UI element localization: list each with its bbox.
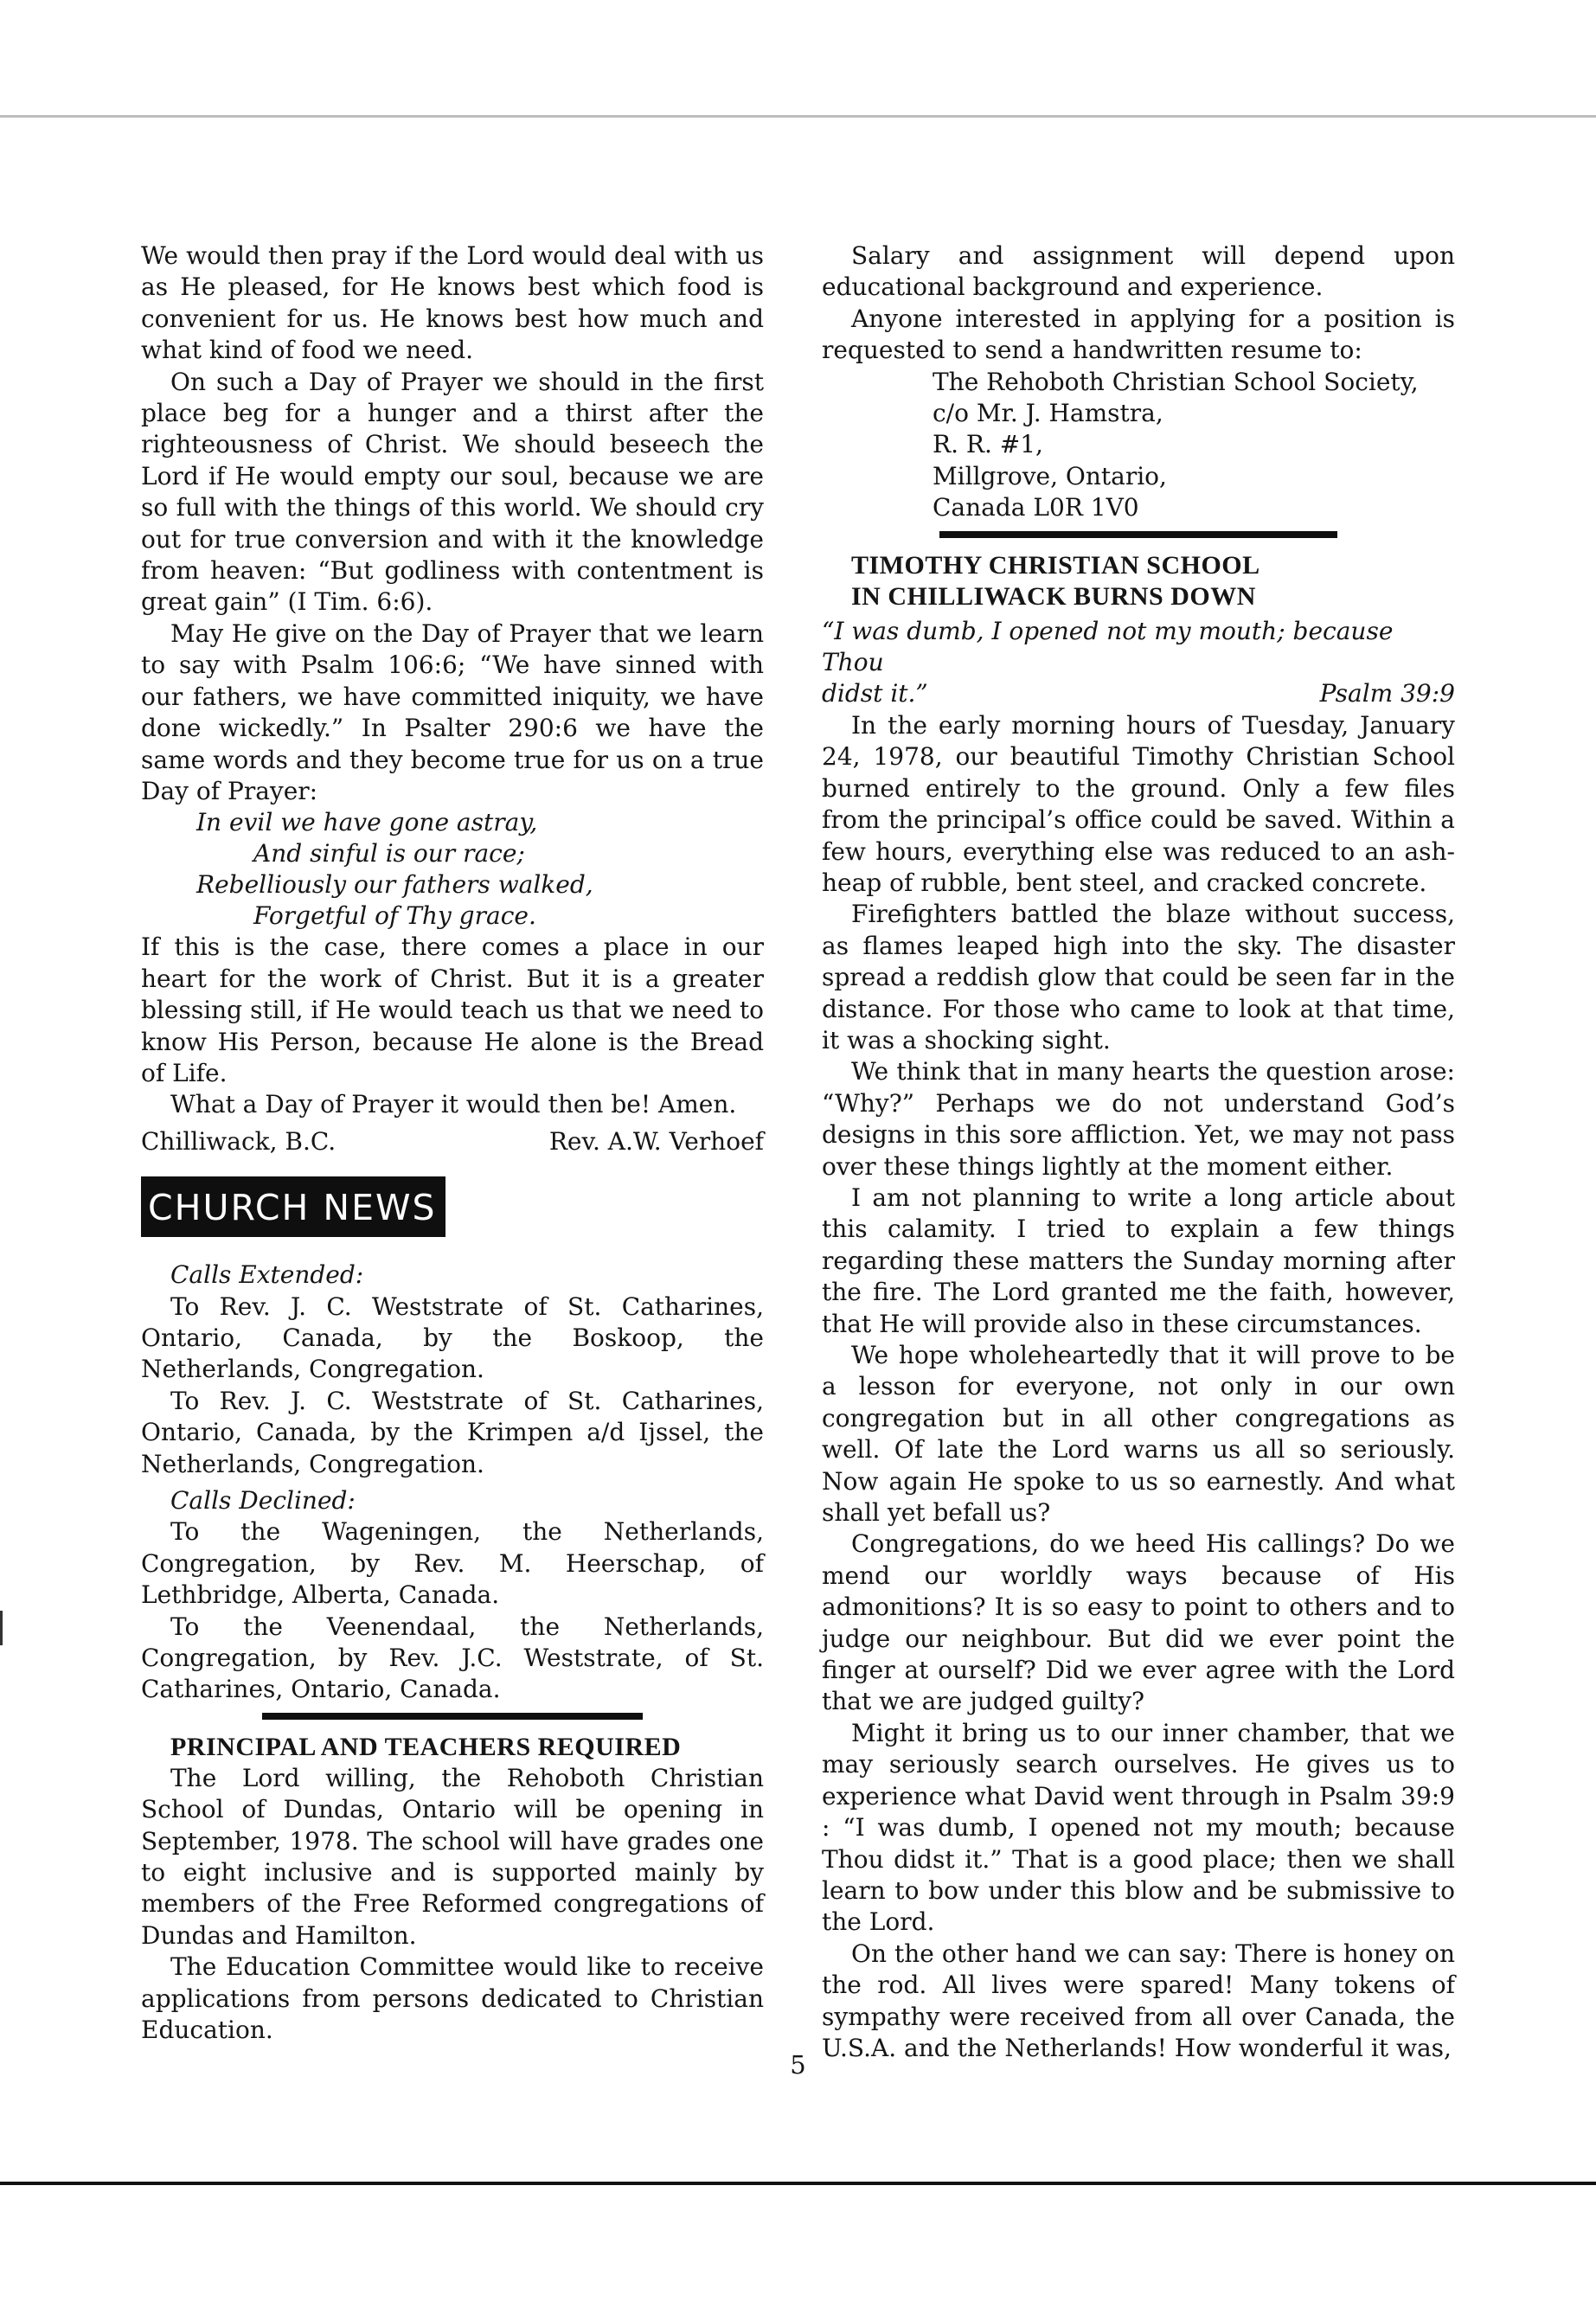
paragraph: Might it bring us to our inner chamber, that we may seriously search ourselves. He gives us to experience what David went through in Psalm 39:9 : “I was dumb, I opened not my mouth; because Thou didst it.” That is a good place; then we shall learn to bow under this blow and be submissive to the Lord.	[822, 1718, 1455, 1937]
paragraph: May He give on the Day of Prayer that we learn to say with Psalm 106:6; “We have sinned with our fathers, we have committed iniquity, we have done wickedly.” In Psalter 290:6 we have the same words and they become true for us on a true Day of Prayer:	[141, 619, 764, 805]
paragraph: In the early morning hours of Tuesday, January 24, 1978, our beautiful Timothy Christian School burned entirely to the ground. Only a few files from the principal’s office could be saved. Within a few hours, everything else was reduced to an ash-heap of rubble, bent steel, and cracked concrete.	[822, 710, 1455, 897]
right-column	[822, 240, 1455, 2064]
paragraph: The Education Committee would like to receive applications from persons dedicated to Christian Education.	[141, 1952, 764, 2045]
page-top-edge	[0, 115, 1596, 118]
address-line: c/o Mr. J. Hamstra,	[933, 399, 1163, 428]
left-column	[141, 240, 764, 2047]
section-heading: IN CHILLIWACK BURNS DOWN	[851, 581, 1256, 611]
banner-text: CHURCH NEWS	[141, 1176, 445, 1237]
news-item: To the Veenendaal, the Netherlands, Congregation, by Rev. J.C. Weststrate, of St. Catharines, Ontario, Canada.	[141, 1612, 764, 1704]
paragraph: What a Day of Prayer it would then be! Amen.	[170, 1090, 737, 1119]
news-item: To the Wageningen, the Netherlands, Congregation, by Rev. M. Heerschap, of Lethbridge, Alberta, Canada.	[141, 1517, 764, 1610]
quote-line	[822, 678, 1455, 709]
verse-line: Forgetful of Thy grace.	[253, 901, 536, 931]
paragraph: On such a Day of Prayer we should in the first place beg for a hunger and a thirst after the righteousness of Christ. We should beseech the Lord if He would empty our soul, because we are so full with the things of this world. We should cry out for true conversion and with it the knowledge from heaven: “But godliness with contentment is great gain” (I Tim. 6:6).	[141, 367, 764, 617]
signoff-place: Chilliwack, B.C.	[141, 1126, 337, 1156]
address-line: Millgrove, Ontario,	[933, 461, 1167, 490]
paragraph: Congregations, do we heed His callings? Do we mend our worldly ways because of His admonitions? It is so easy to point to others and to judge our neighbour. But did we ever point the finger at ourself? Did we ever agree with the Lord that we are judged guilty?	[822, 1529, 1455, 1716]
paragraph: I am not planning to write a long article about this calamity. I tried to explain a few things regarding these matters the Sunday morning after the fire. The Lord granted me the faith, however, that He will provide also in these circumstances.	[822, 1183, 1455, 1338]
news-item: To Rev. J. C. Weststrate of St. Catharines, Ontario, Canada, by the Boskoop, the Netherlands, Congregation.	[141, 1292, 764, 1384]
paragraph: Anyone interested in applying for a position is requested to send a handwritten resume to:	[822, 304, 1455, 365]
scan-top-margin	[0, 0, 1596, 117]
paragraph: On the other hand we can say: There is honey on the rod. All lives were spared! Many tokens of sympathy were received from all over Canada, the U.S.A. and the Netherlands! How wonderful it was,	[822, 1939, 1455, 2062]
signoff	[141, 1126, 764, 1157]
paragraph: Firefighters battled the blaze without success, as flames leaped high into the sky. The disaster spread a reddish glow that could be seen far in the distance. For those who came to look at that time, it was a shocking sight.	[822, 900, 1455, 1054]
page-number: 5	[790, 2050, 806, 2080]
paragraph: We would then pray if the Lord would deal with us as He pleased, for He knows best which food is convenient for us. He knows best how much and what kind of food we need.	[141, 241, 764, 365]
paragraph: If this is the case, there comes a place in our heart for the work of Christ. But it is a greater blessing still, if He would teach us that we need to know His Person, because He alone is the Bread of Life.	[141, 933, 764, 1087]
quote-line: “I was dumb, I opened not my mouth; because Thou	[822, 616, 1394, 677]
address-line: The Rehoboth Christian School Society,	[933, 367, 1419, 396]
section-divider	[262, 1713, 643, 1720]
verse-line: In evil we have gone astray,	[196, 808, 538, 837]
news-item: To Rev. J. C. Weststrate of St. Catharines, Ontario, Canada, by the Krimpen a/d Ijssel, the Netherlands, Congregation.	[141, 1386, 764, 1478]
page-bottom-edge	[0, 2182, 1596, 2185]
church-news-banner	[141, 1176, 764, 1240]
paragraph: We hope wholeheartedly that it will prove to be a lesson for everyone, not only in our own congregation but in all other congregations as well. Of late the Lord warns us all so seriously. Now again He spoke to us so earnestly. And what shall yet befall us?	[822, 1341, 1455, 1528]
verse-line: And sinful is our race;	[253, 839, 525, 868]
margin-mark	[0, 1611, 3, 1645]
quote-reference: Psalm 39:9	[1319, 679, 1455, 708]
address-line: R. R. #1,	[933, 430, 1043, 459]
psalter-verse	[141, 807, 764, 932]
section-label: Calls Declined:	[170, 1486, 356, 1515]
paragraph: We think that in many hearts the question arose: “Why?” Perhaps we do not understand God’s designs in this sore affliction. Yet, we may not pass over these things lightly at the moment either.	[822, 1057, 1455, 1181]
mailing-address	[933, 367, 1455, 524]
section-heading: PRINCIPAL AND TEACHERS REQUIRED	[170, 1732, 682, 1761]
scripture-quote	[822, 616, 1455, 710]
paragraph: Salary and assignment will depend upon educational background and experience.	[822, 241, 1455, 302]
address-line: Canada L0R 1V0	[933, 493, 1139, 522]
paragraph: The Lord willing, the Rehoboth Christian School of Dundas, Ontario will be opening in September, 1978. The school will have grades one to eight inclusive and is supported mainly by members of the Free Reformed congregations of Dundas and Hamilton.	[141, 1763, 764, 1950]
section-heading: TIMOTHY CHRISTIAN SCHOOL	[851, 550, 1260, 580]
section-divider	[939, 531, 1337, 538]
signoff-author: Rev. A.W. Verhoef	[548, 1126, 764, 1156]
verse-line: Rebelliously our fathers walked,	[196, 870, 593, 900]
quote-text: didst it.”	[822, 679, 928, 708]
section-label: Calls Extended:	[170, 1260, 364, 1290]
